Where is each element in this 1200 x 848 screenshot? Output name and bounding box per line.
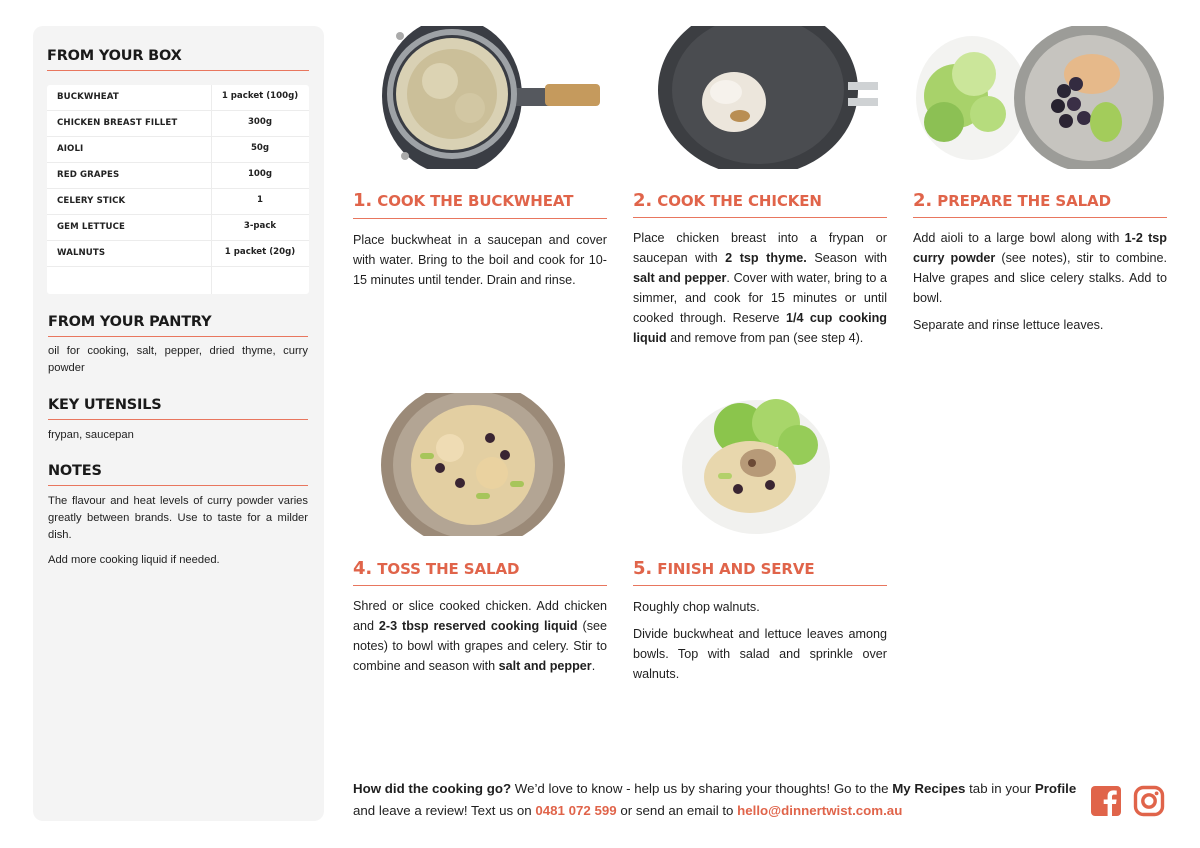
step-3-title bbox=[913, 190, 1111, 211]
step-text: Place chicken breast into a frypan or saucepan with bbox=[633, 231, 887, 265]
key-utensils-heading: KEY UTENSILS bbox=[48, 397, 162, 413]
step-title-text: FINISH AND SERVE bbox=[657, 560, 815, 578]
step-divider bbox=[633, 217, 887, 218]
utensils-text: frypan, saucepan bbox=[48, 429, 134, 441]
step-text: Separate and rinse lettuce leaves. bbox=[913, 318, 1104, 332]
step-number: 2. bbox=[913, 190, 933, 211]
email-link[interactable]: hello@dinnertwist.com.au bbox=[737, 803, 903, 818]
step-divider bbox=[913, 217, 1167, 218]
from-your-box-heading: FROM YOUR BOX bbox=[47, 48, 182, 64]
ingredient-row bbox=[47, 137, 309, 163]
ingredient-quantity: 1 packet (20g) bbox=[224, 247, 296, 257]
ingredient-row bbox=[47, 215, 309, 241]
footer-text: or send an email to bbox=[616, 803, 738, 818]
step-4-body bbox=[353, 596, 607, 683]
step-number: 4. bbox=[353, 558, 373, 579]
step-text: . Cover with water, bring to a simmer, and cook for 15 minutes or until cooked through. Reserve bbox=[633, 271, 888, 325]
footer-text: tab in your bbox=[965, 781, 1035, 796]
step-text-bold: 2-3 tbsp reserved cooking liquid bbox=[378, 619, 578, 633]
ingredient-row bbox=[47, 85, 309, 111]
ingredient-row bbox=[47, 111, 309, 137]
notes-heading: NOTES bbox=[48, 463, 102, 479]
ingredient-row bbox=[47, 163, 309, 189]
pantry-text: oil for cooking, salt, pepper, dried thyme, curry powder bbox=[48, 345, 308, 374]
ingredient-quantity: 50g bbox=[250, 143, 270, 153]
step-3-body bbox=[913, 228, 1167, 342]
ingredient-quantity: 3-pack bbox=[243, 221, 277, 231]
step-text: Season with bbox=[806, 251, 888, 265]
step-text: Shred or slice cooked chicken. Add chicken and bbox=[353, 599, 607, 633]
step-4-title bbox=[353, 558, 519, 579]
step-text-bold: salt and pepper bbox=[633, 271, 727, 285]
buckwheat-strainer-photo bbox=[380, 26, 602, 169]
profile-link[interactable]: Profile bbox=[1034, 781, 1077, 796]
step-text: (see notes) to bowl with grapes and celery. Stir to combine and season with bbox=[353, 619, 607, 673]
step-5-body bbox=[633, 597, 887, 691]
step-2-body bbox=[633, 228, 887, 355]
salad-prep-photo bbox=[914, 26, 1164, 169]
step-text-bold: 2 tsp thyme. bbox=[725, 251, 807, 265]
footer-text: We’d love to know - help us by sharing your thoughts! Go to the bbox=[511, 781, 893, 796]
step-5-title bbox=[633, 558, 815, 579]
chicken-pan-photo bbox=[658, 26, 880, 169]
step-text: . bbox=[591, 659, 596, 673]
heading-divider bbox=[48, 336, 308, 337]
step-text: Roughly chop walnuts. bbox=[633, 600, 760, 614]
footer-question: How did the cooking go? bbox=[353, 781, 512, 796]
step-text: (see notes), stir to combine. Halve grapes and slice celery stalks. Add to bowl. bbox=[913, 251, 1168, 305]
ingredient-name: RED GRAPES bbox=[57, 170, 120, 180]
step-title-text: COOK THE CHICKEN bbox=[657, 192, 822, 210]
note-text: Add more cooking liquid if needed. bbox=[48, 554, 220, 566]
step-divider bbox=[353, 218, 607, 219]
note-text: The flavour and heat levels of curry powder varies greatly between brands. Use to taste for a milder dish. bbox=[48, 495, 308, 541]
plated-salad-photo bbox=[678, 393, 834, 536]
heading-divider bbox=[48, 419, 308, 420]
step-text: Place buckwheat in a saucepan and cover with water. Bring to the boil and cook for 10-15 minutes until tender. Drain and rinse. bbox=[353, 233, 607, 287]
step-1-title bbox=[353, 190, 573, 211]
ingredients-table bbox=[47, 85, 309, 294]
step-1-body bbox=[353, 230, 607, 297]
step-text-bold: 1-2 tsp curry powder bbox=[913, 231, 1167, 265]
ingredient-name: AIOLI bbox=[57, 144, 84, 154]
ingredient-name: CHICKEN BREAST FILLET bbox=[57, 118, 178, 128]
empty-row bbox=[47, 267, 309, 294]
my-recipes-link[interactable]: My Recipes bbox=[892, 781, 966, 796]
ingredient-name: BUCKWHEAT bbox=[57, 92, 119, 102]
step-number: 2. bbox=[633, 190, 653, 211]
heading-divider bbox=[48, 485, 308, 486]
phone-link[interactable]: 0481 072 599 bbox=[535, 803, 617, 818]
step-title-text: COOK THE BUCKWHEAT bbox=[377, 192, 574, 210]
step-divider bbox=[353, 585, 607, 586]
ingredient-row bbox=[47, 241, 309, 267]
feedback-footer bbox=[353, 778, 1078, 822]
step-number: 5. bbox=[633, 558, 653, 579]
step-text-bold: salt and pepper bbox=[498, 659, 592, 673]
footer-text: and leave a review! Text us on bbox=[353, 803, 536, 818]
heading-divider bbox=[47, 70, 309, 71]
ingredient-quantity: 1 packet (100g) bbox=[221, 91, 299, 101]
ingredient-name: GEM LETTUCE bbox=[57, 222, 125, 232]
step-text: Add aioli to a large bowl along with bbox=[913, 231, 1125, 245]
ingredient-row bbox=[47, 189, 309, 215]
step-text: and remove from pan (see step 4). bbox=[666, 331, 864, 345]
step-text: Divide buckwheat and lettuce leaves among bowls. Top with salad and sprinkle over walnuts. bbox=[633, 627, 887, 681]
ingredient-name: CELERY STICK bbox=[57, 196, 126, 206]
step-title-text: TOSS THE SALAD bbox=[377, 560, 520, 578]
step-text-bold: 1/4 cup cooking liquid bbox=[633, 311, 887, 345]
facebook-icon[interactable] bbox=[1090, 785, 1122, 817]
step-2-title bbox=[633, 190, 822, 211]
tossed-salad-photo bbox=[380, 393, 570, 536]
ingredients-sidebar bbox=[33, 26, 324, 821]
step-number: 1. bbox=[353, 190, 373, 211]
ingredient-quantity: 300g bbox=[247, 117, 273, 127]
ingredient-name: WALNUTS bbox=[57, 248, 106, 258]
ingredient-quantity: 1 bbox=[257, 195, 263, 205]
step-title-text: PREPARE THE SALAD bbox=[937, 192, 1111, 210]
instagram-icon[interactable] bbox=[1133, 785, 1165, 817]
step-divider bbox=[633, 585, 887, 586]
ingredient-quantity: 100g bbox=[247, 169, 273, 179]
from-your-pantry-heading: FROM YOUR PANTRY bbox=[48, 314, 212, 330]
